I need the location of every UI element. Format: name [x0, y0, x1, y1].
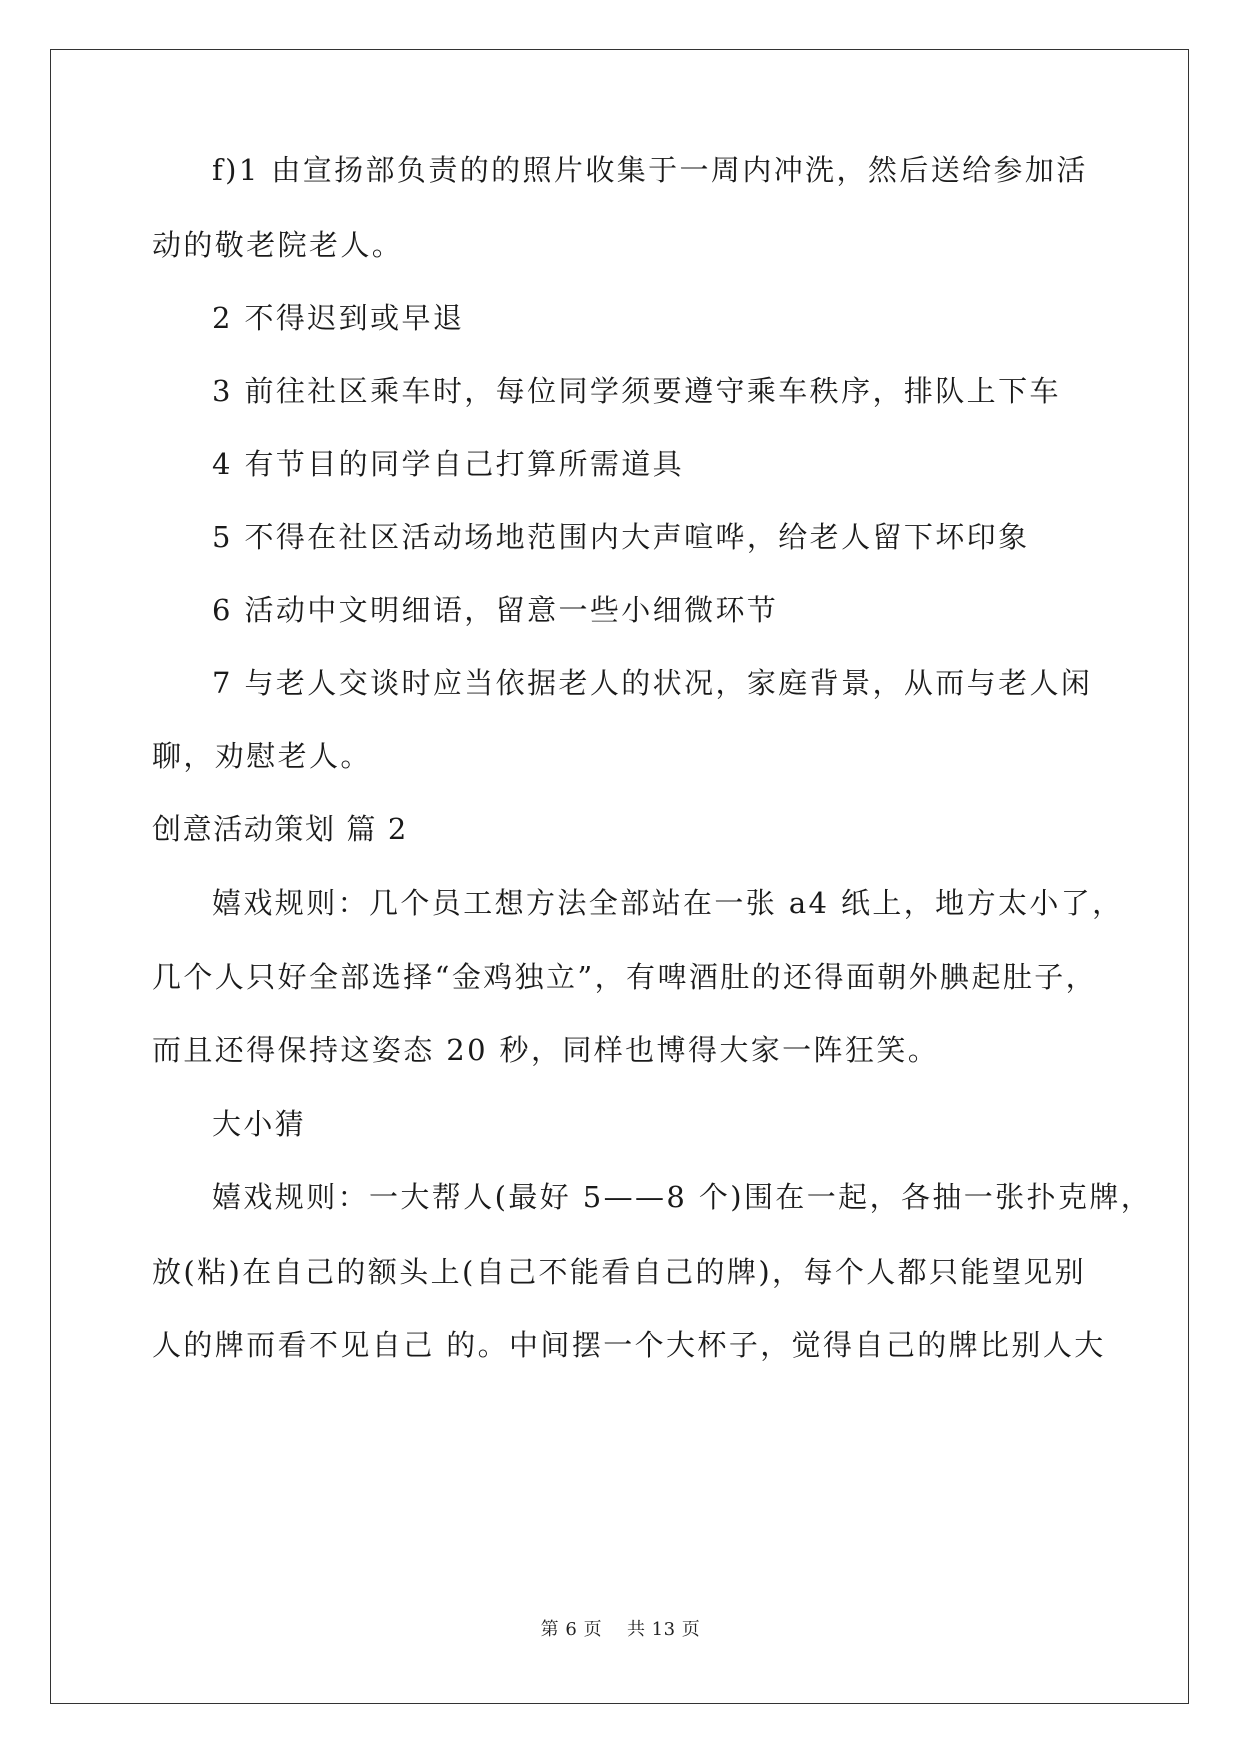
subsection-heading: 大小猜: [212, 1107, 307, 1141]
paragraph-line: f)1 由宣扬部负责的的照片收集于一周内冲洗，然后送给参加活: [212, 153, 1088, 187]
paragraph-line: 而且还得保持这姿态 20 秒，同样也博得大家一阵狂笑。: [152, 1033, 940, 1067]
page-number-label: 第 6 页 共 13 页: [540, 1619, 701, 1640]
paragraph-line: 聊，劝慰老人。: [152, 739, 372, 773]
paragraph-line: 5 不得在社区活动场地范围内大声喧哗，给老人留下坏印象: [212, 520, 1030, 554]
paragraph-line: 放(粘)在自己的额头上(自己不能看自己的牌)，每个人都只能望见别: [152, 1255, 1087, 1289]
paragraph-line: 人的牌而看不见自己 的。中间摆一个大杯子，觉得自己的牌比别人大: [152, 1328, 1106, 1362]
paragraph-line: 嬉戏规则：一大帮人(最好 5——8 个)围在一起，各抽一张扑克牌，: [212, 1180, 1153, 1214]
paragraph-line: 3 前往社区乘车时，每位同学须要遵守乘车秩序，排队上下车: [212, 374, 1061, 408]
paragraph-line: 几个人只好全部选择“金鸡独立”，有啤酒肚的还得面朝外腆起肚子，: [152, 960, 1098, 994]
paragraph-line: 6 活动中文明细语，留意一些小细微环节: [212, 593, 779, 627]
page-footer: [0, 1621, 1241, 1639]
section-heading: 创意活动策划 篇 2: [152, 812, 408, 846]
paragraph-line: 7 与老人交谈时应当依据老人的状况，家庭背景，从而与老人闲: [212, 666, 1093, 700]
paragraph-line: 4 有节目的同学自己打算所需道具: [212, 447, 685, 481]
paragraph-line: 动的敬老院老人。: [152, 228, 404, 262]
paragraph-line: 嬉戏规则：几个员工想方法全部站在一张 a4 纸上，地方太小了，: [212, 886, 1124, 920]
paragraph-line: 2 不得迟到或早退: [212, 301, 465, 335]
page-border: [50, 49, 1189, 1704]
